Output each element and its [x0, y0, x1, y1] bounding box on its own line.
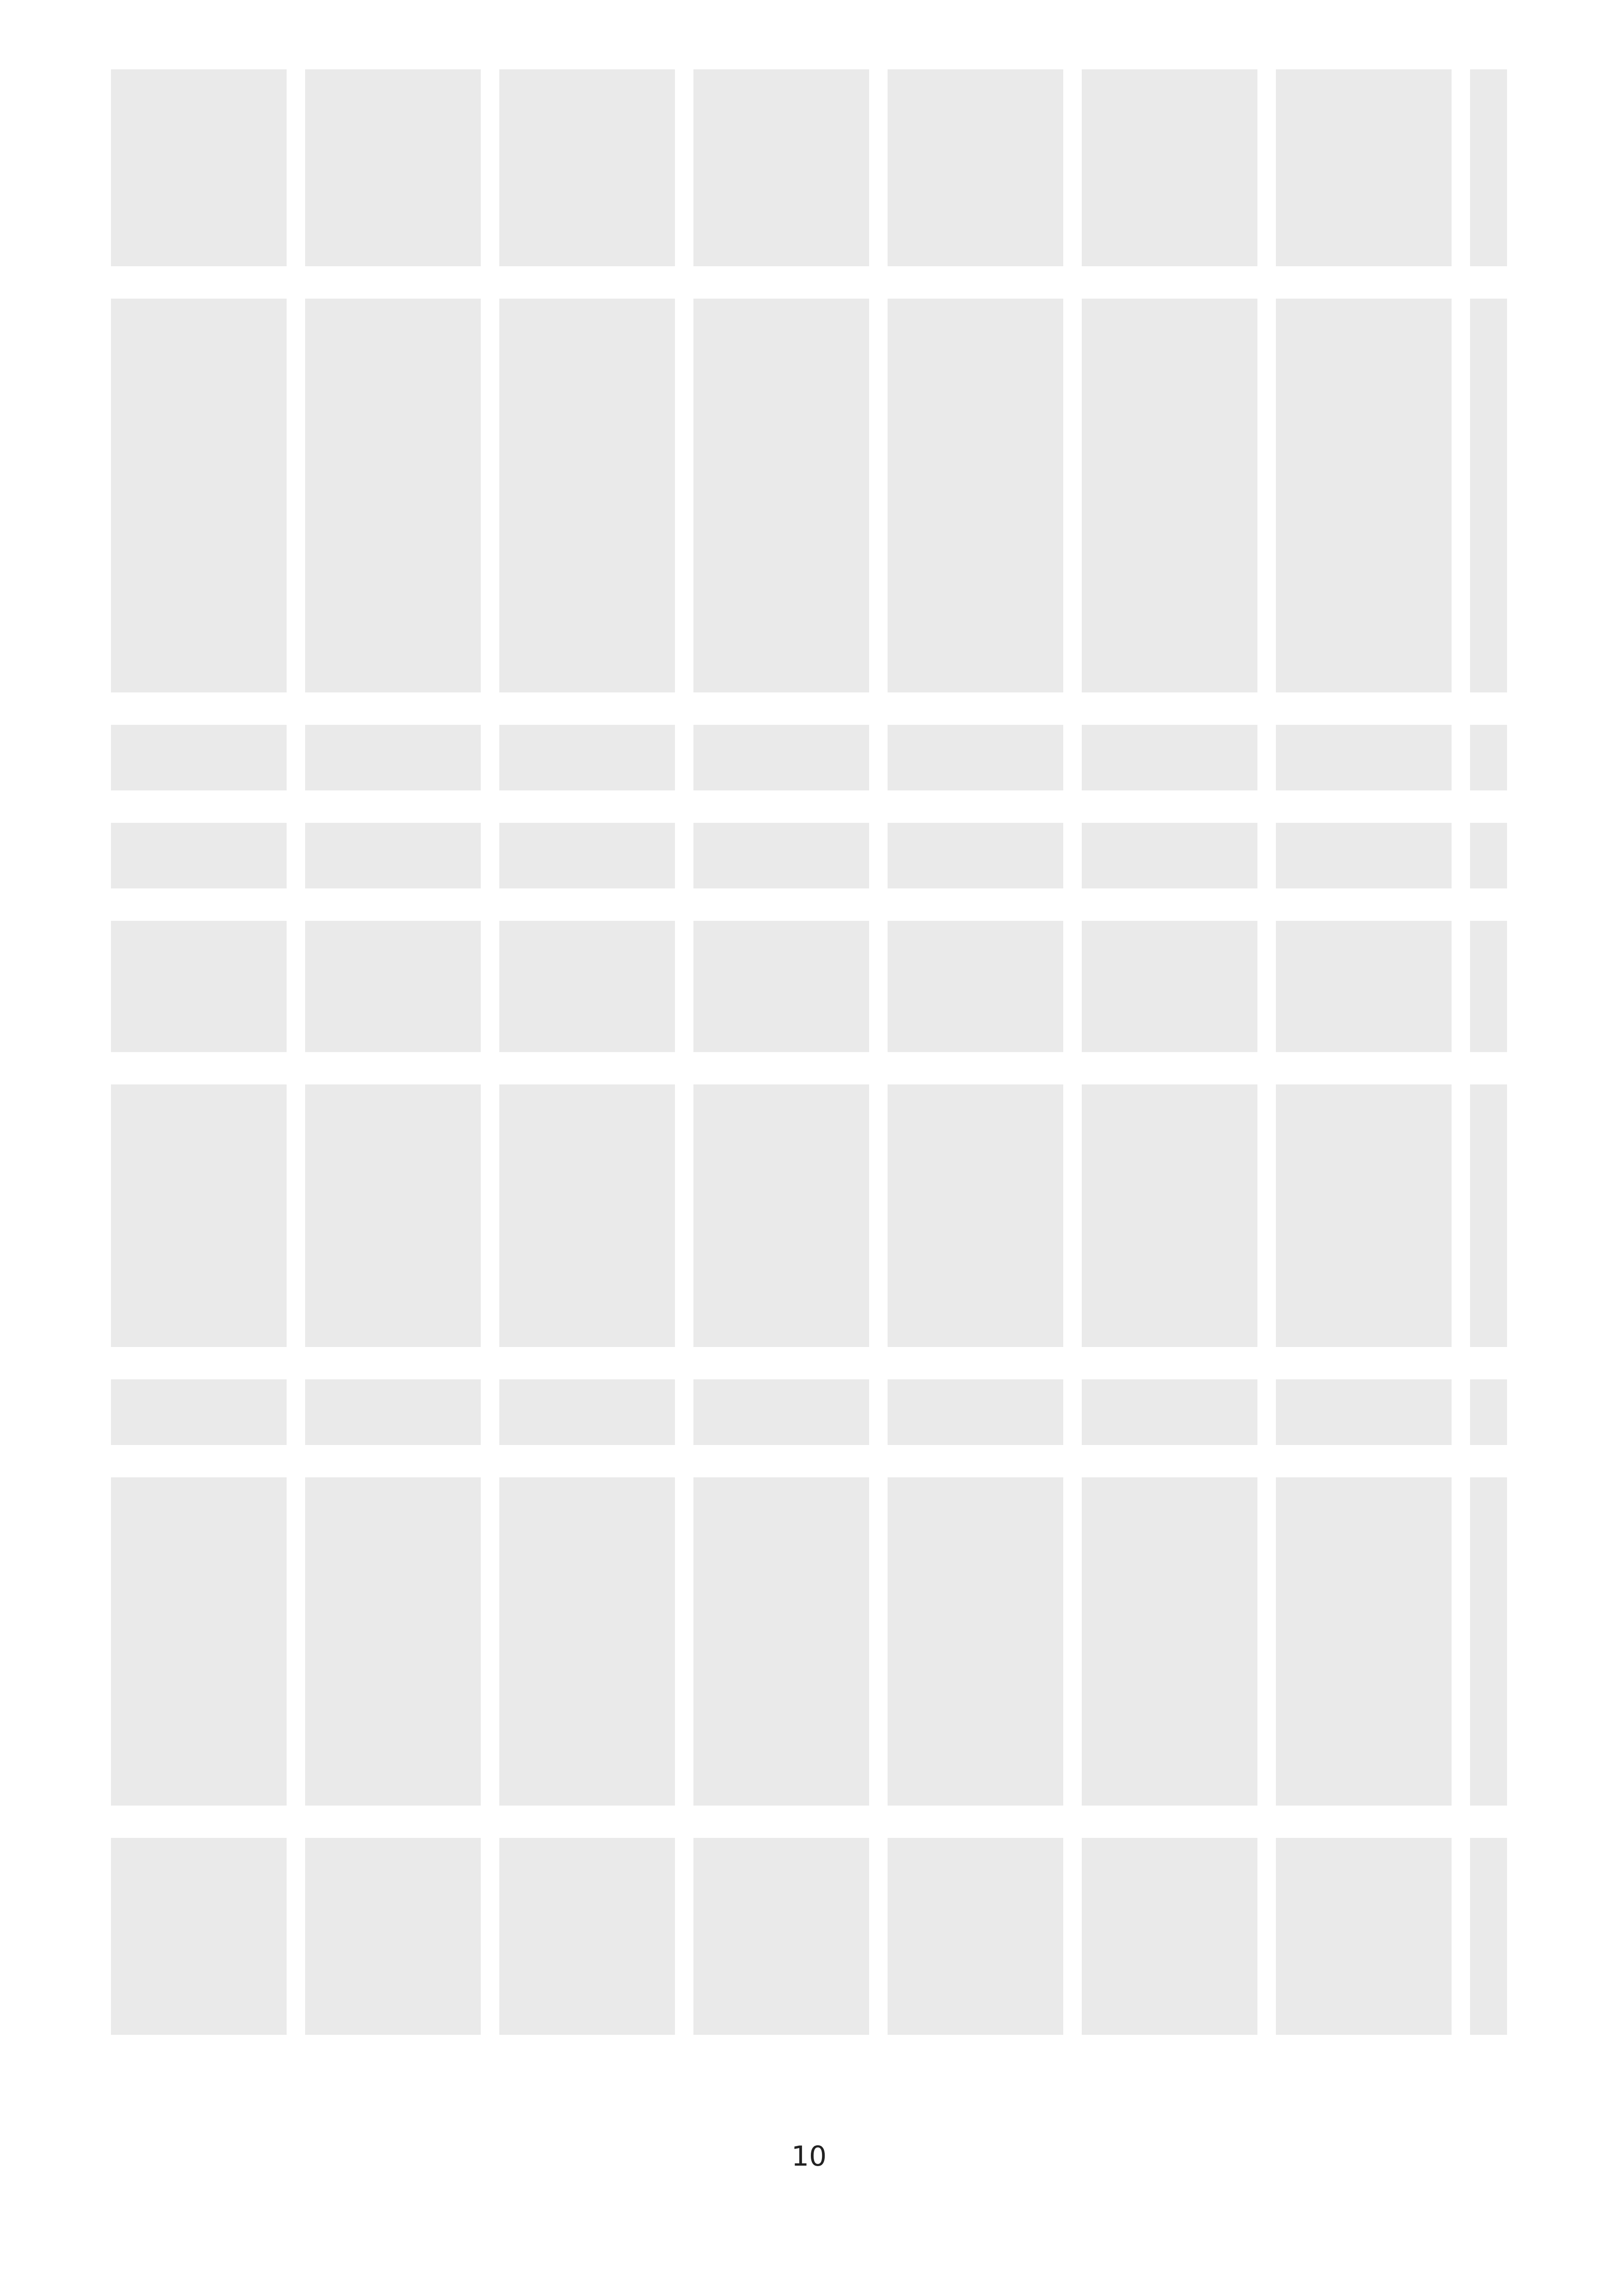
text-line-placeholder [111, 1740, 1507, 1806]
text-line-placeholder [111, 135, 1507, 201]
text-line-placeholder [111, 1674, 1507, 1740]
text-line-placeholder [111, 430, 1507, 496]
text-line-placeholder [111, 1543, 1507, 1609]
body-paragraph-placeholder [111, 1084, 1507, 1347]
body-paragraph-placeholder [111, 299, 1507, 692]
text-line-placeholder [111, 1477, 1507, 1543]
body-paragraph-placeholder [111, 725, 1507, 790]
text-line-placeholder [111, 986, 1507, 1052]
page-number: 10 [791, 2140, 827, 2173]
text-line-placeholder [111, 299, 1507, 364]
text-line-placeholder [111, 69, 1507, 135]
body-paragraph-placeholder [111, 1477, 1507, 1806]
body-paragraph-placeholder [111, 921, 1507, 1052]
text-line-placeholder [111, 1084, 1507, 1150]
text-line-placeholder [111, 364, 1507, 430]
document-page [111, 69, 1507, 2067]
text-line-placeholder [111, 921, 1507, 986]
text-line-placeholder [111, 561, 1507, 627]
text-line-placeholder [111, 201, 1507, 266]
text-line-placeholder [111, 1379, 1507, 1445]
text-line-placeholder [111, 1609, 1507, 1674]
text-line-placeholder [111, 1838, 1507, 1904]
text-line-placeholder [111, 496, 1507, 561]
text-line-placeholder [111, 1904, 1507, 1969]
body-paragraph-placeholder [111, 1838, 1507, 2035]
body-paragraph-placeholder [111, 823, 1507, 888]
text-line-placeholder [111, 725, 1507, 790]
text-line-placeholder [111, 1216, 1507, 1281]
body-paragraph-placeholder [111, 1379, 1507, 1445]
text-line-placeholder [111, 627, 1507, 692]
body-paragraph-placeholder [111, 69, 1507, 266]
text-line-placeholder [111, 1281, 1507, 1347]
text-line-placeholder [111, 1150, 1507, 1216]
text-line-placeholder [111, 823, 1507, 888]
text-line-placeholder [111, 1969, 1507, 2035]
